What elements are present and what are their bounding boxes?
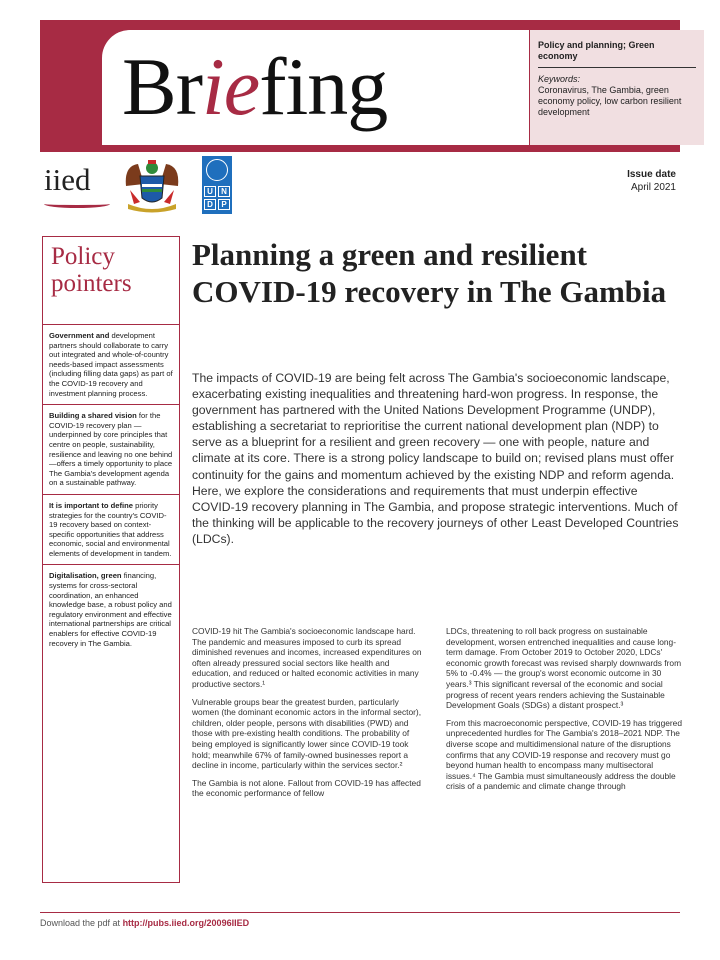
footer-divider xyxy=(40,912,680,913)
undp-letter: U xyxy=(204,186,216,197)
un-emblem-icon xyxy=(206,159,228,181)
policy-pointer-item xyxy=(43,565,179,654)
iied-swoosh-icon xyxy=(44,200,110,208)
policy-pointers-title: Policy pointers xyxy=(43,237,179,325)
iied-logo: iied xyxy=(44,162,91,197)
pointer-text: development partners should collaborate to carry out integrated and whole-of-country needs-based impact assessments (including filling data gaps) as part of the COVID-19 recovery and investment planning process. xyxy=(49,331,173,398)
policy-pointer-item xyxy=(43,495,179,566)
pointer-text: priority strategies for the country's COVID-19 recovery based on context-specific opportunities that address economic, social and environmental elements of development in tandem. xyxy=(49,500,172,558)
download-pdf-link[interactable]: http://pubs.iied.org/20096IIED xyxy=(122,918,250,928)
article-lead-paragraph: The impacts of COVID-19 are being felt across The Gambia's socioeconomic landscape, exacerbating existing inequalities and threatening hard-won progress. In response, the government has partnered with the United Nations Development Programme (UNDP), establishing a secretariat to reprioritise the current national development plan (NDP) to serve as a blueprint for a resilient and green recovery — one with people, nature and climate at its core. There is a strong policy landscape to build on; revised plans must offer continuity for the gains and momentum achieved by the existing NDP and reform agenda. Here, we explore the considerations and requirements that must underpin effective COVID-19 recovery planning in The Gambia, and propose strategic interventions. Much of the thinking will be applicable to the recovery journeys of other Least Developed Countries (LDCs). xyxy=(192,371,679,546)
pointer-lead: Building a shared vision xyxy=(49,411,137,421)
header-banner xyxy=(40,20,680,152)
body-paragraph: LDCs, threatening to roll back progress on sustainable development, worsen entrenched inequalities and cause long-term damage. From October 2019 to October 2020, LDCs' economic growth forecast was revised sharply downwards from 5% to -0.4% — the group's worst economic outcome in 30 years.³ This significant reversal of the economic and social progress of recent years renders achieving the Sustainable Development Goals (SDGs) a distant prospect.³ xyxy=(446,626,682,711)
pointer-text: for the COVID-19 recovery plan — underpinned by core principles that centre on people, sustainability, resilience and leaving no one behind —offers a timely opportunity to place The Gambia's development agenda on a sustainable pathway. xyxy=(49,411,173,488)
pointer-lead: It is important to define xyxy=(49,500,133,510)
body-column-left xyxy=(192,626,428,806)
undp-letter: D xyxy=(204,199,216,210)
issue-date-block xyxy=(627,168,676,194)
policy-pointer-item xyxy=(43,325,179,405)
policy-pointers-box xyxy=(42,236,180,883)
title-panel xyxy=(102,30,529,145)
body-column-right xyxy=(446,626,682,806)
undp-logo xyxy=(202,156,232,214)
body-paragraph: COVID-19 hit The Gambia's socioeconomic landscape hard. The pandemic and measures imposed to curb its spread diminished revenues and incomes, increased expenditures on often already pressured social sectors like health and education, and reduced or halted economic activities in many productive sectors.¹ xyxy=(192,626,422,689)
topic-label: Policy and planning; Green economy xyxy=(538,40,696,68)
article-title: Planning a green and resilient COVID-19 recovery in The Gambia xyxy=(192,237,667,309)
issue-date-label: Issue date xyxy=(627,169,676,180)
undp-letter: N xyxy=(218,186,230,197)
keywords-label: Keywords: xyxy=(538,74,581,84)
briefing-title: Briefing xyxy=(122,41,388,132)
logo-strip xyxy=(40,156,240,214)
policy-pointer-item xyxy=(43,405,179,495)
article-body xyxy=(192,626,682,806)
body-paragraph: The Gambia is not alone. Fallout from COVID-19 has affected the economic performance of fellow xyxy=(192,777,421,799)
issue-date-value: April 2021 xyxy=(630,182,676,193)
keywords-text: Coronavirus, The Gambia, green economy policy, low carbon resilient development xyxy=(538,85,682,117)
body-paragraph: Vulnerable groups bear the greatest burden, particularly women (the dominant economic actors in the informal sector), children, older people, persons with disabilities (PWD) and those with pre-existing health conditions. The probability of being employed is significantly lower since COVID-19 took hold; meanwhile 67% of family-owned businesses report a decline in income, particularly within the services sector.² xyxy=(192,696,422,771)
body-paragraph: From this macroeconomic perspective, COVID-19 has triggered unprecedented hurdles for The Gambia's 2018–2021 NDP. The diverse scope and multidimensional nature of the disruptions confirms that any COVID-19 response and recovery must go beyond human health to encompass many multisectoral issues.⁴ The Gambia must simultaneously address the double crisis of a pandemic and climate change through xyxy=(446,717,682,792)
topic-panel xyxy=(530,30,704,145)
pointer-lead: Government and xyxy=(49,331,110,340)
undp-letter: P xyxy=(218,199,230,210)
footer-prefix: Download the pdf at xyxy=(40,918,123,928)
gambia-coat-of-arms-icon xyxy=(120,156,184,214)
footer xyxy=(40,918,249,928)
pointer-text: financing, systems for cross-sectoral coordination, an enhanced knowledge base, a robust policy and regulatory environment and effective international partnerships are critical enablers for effective COVID-19 recovery in The Gambia. xyxy=(49,571,172,648)
pointer-lead: Digitalisation, green xyxy=(49,571,122,581)
